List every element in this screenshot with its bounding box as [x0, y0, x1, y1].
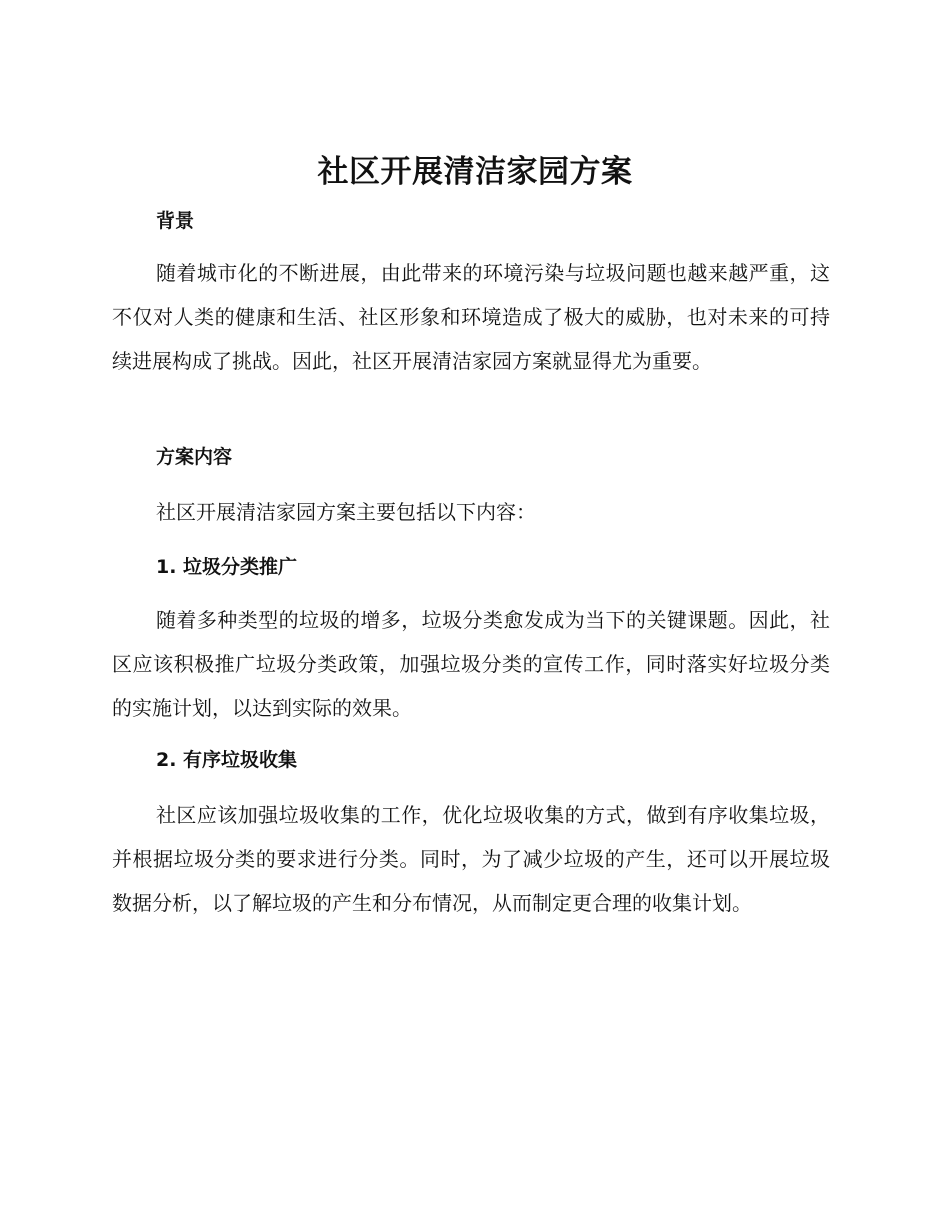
- paragraph-sorting: 随着多种类型的垃圾的增多，垃圾分类愈发成为当下的关键课题。因此，社区应该积极推广垃圾分类政策，加强垃圾分类的宣传工作，同时落实好垃圾分类的实施计划，以达到实际的效果。: [112, 608, 830, 720]
- section-heading-background: 背景: [156, 210, 195, 232]
- document-title: 社区开展清洁家园方案: [317, 154, 633, 190]
- paragraph-collection: 社区应该加强垃圾收集的工作，优化垃圾收集的方式，做到有序收集垃圾，并根据垃圾分类的要求进行分类。同时，为了减少垃圾的产生，还可以开展垃圾数据分析，以了解垃圾的产生和分布情况，从而制定更合理的收集计划。: [112, 803, 830, 915]
- section-heading-sorting: 1. 垃圾分类推广: [156, 556, 298, 578]
- section-heading-plan-content: 方案内容: [156, 446, 233, 468]
- section-heading-collection: 2. 有序垃圾收集: [156, 749, 298, 771]
- paragraph-plan-intro: 社区开展清洁家园方案主要包括以下内容：: [156, 500, 536, 524]
- paragraph-background: 随着城市化的不断进展，由此带来的环境污染与垃圾问题也越来越严重，这不仅对人类的健康和生活、社区形象和环境造成了极大的威胁，也对未来的可持续进展构成了挑战。因此，社区开展清洁家园方案就显得尤为重要。: [112, 261, 830, 373]
